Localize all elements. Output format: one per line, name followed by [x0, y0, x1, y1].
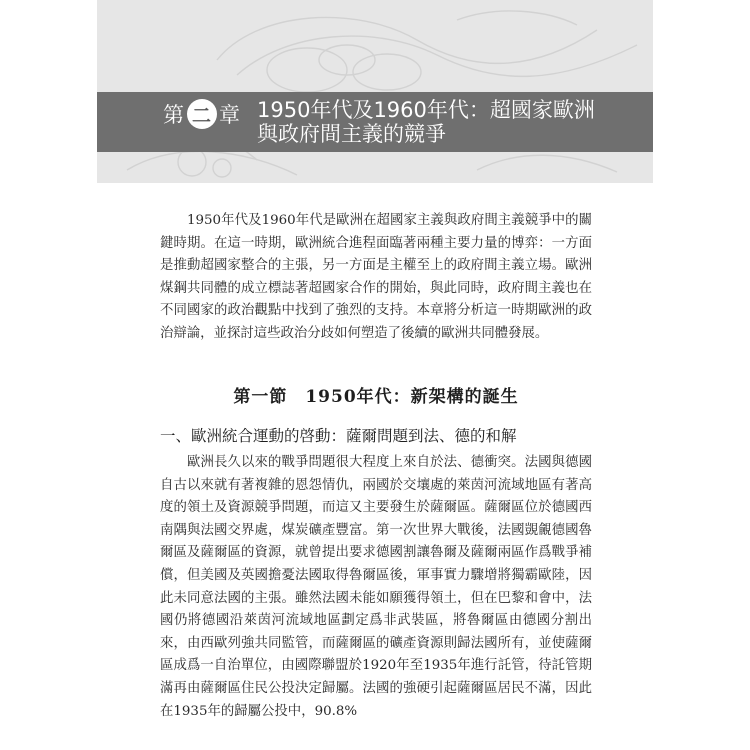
- section-heading: 第一節 1950年代：新架構的誕生: [233, 387, 519, 407]
- chapter-header-banner: [97, 0, 653, 183]
- chapter-label: [163, 99, 241, 129]
- subsection-heading: 一、歐洲統合運動的啓動：薩爾問題到法、德的和解: [160, 427, 517, 445]
- chapter-suffix: 章: [219, 103, 241, 127]
- chapter-number-badge: 二: [187, 99, 217, 129]
- chapter-prefix: 第: [163, 103, 185, 127]
- chapter-title: 1950年代及1960年代：超國家歐洲與政府間主義的競爭: [257, 98, 595, 146]
- body-paragraph: 歐洲長久以來的戰爭問題很大程度上來自於法、德衝突。法國與德國自古以來就有著複雜的恩怨情仇，兩國於交壤處的萊茵河流域地區有著高度的領土及資源競爭問題，而這又主要發生於薩爾區。薩爾區位於德國西南隅與法國交界處，煤炭礦產豐富。第一次世界大戰後，法國覬覦德國魯爾區及薩爾區的資源，就曾提出要求德國割讓魯爾及薩爾兩區作爲戰爭補償，但美國及英國擔憂法國取得魯爾區後，軍事實力驟增將獨霸歐陸，因此未同意法國的主張。雖然法國未能如願獲得領土，但在巴黎和會中，法國仍將德國沿萊茵河流域地區劃定爲非武裝區，將魯爾區由德國分割出來，由西歐列強共同監管，而薩爾區的礦產資源則歸法國所有，並使薩爾區成爲一自治單位，由國際聯盟於1920年至1935年進行託管，待託管期滿再由薩爾區住民公投決定歸屬。法國的強硬引起薩爾區居民不滿，因此在1935年的歸屬公投中，90.8%: [160, 455, 592, 719]
- intro-paragraph: 1950年代及1960年代是歐洲在超國家主義與政府間主義競爭中的關鍵時期。在這一時期，歐洲統合進程面臨著兩種主要力量的博弈：一方面是推動超國家整合的主張，另一方面是主權至上的政府間主義立場。歐洲煤鋼共同體的成立標誌著超國家合作的開始，與此同時，政府間主義也在不同國家的政治觀點中找到了強烈的支持。本章將分析這一時期歐洲的政治辯論，並探討這些政治分歧如何塑造了後續的歐洲共同體發展。: [160, 213, 592, 341]
